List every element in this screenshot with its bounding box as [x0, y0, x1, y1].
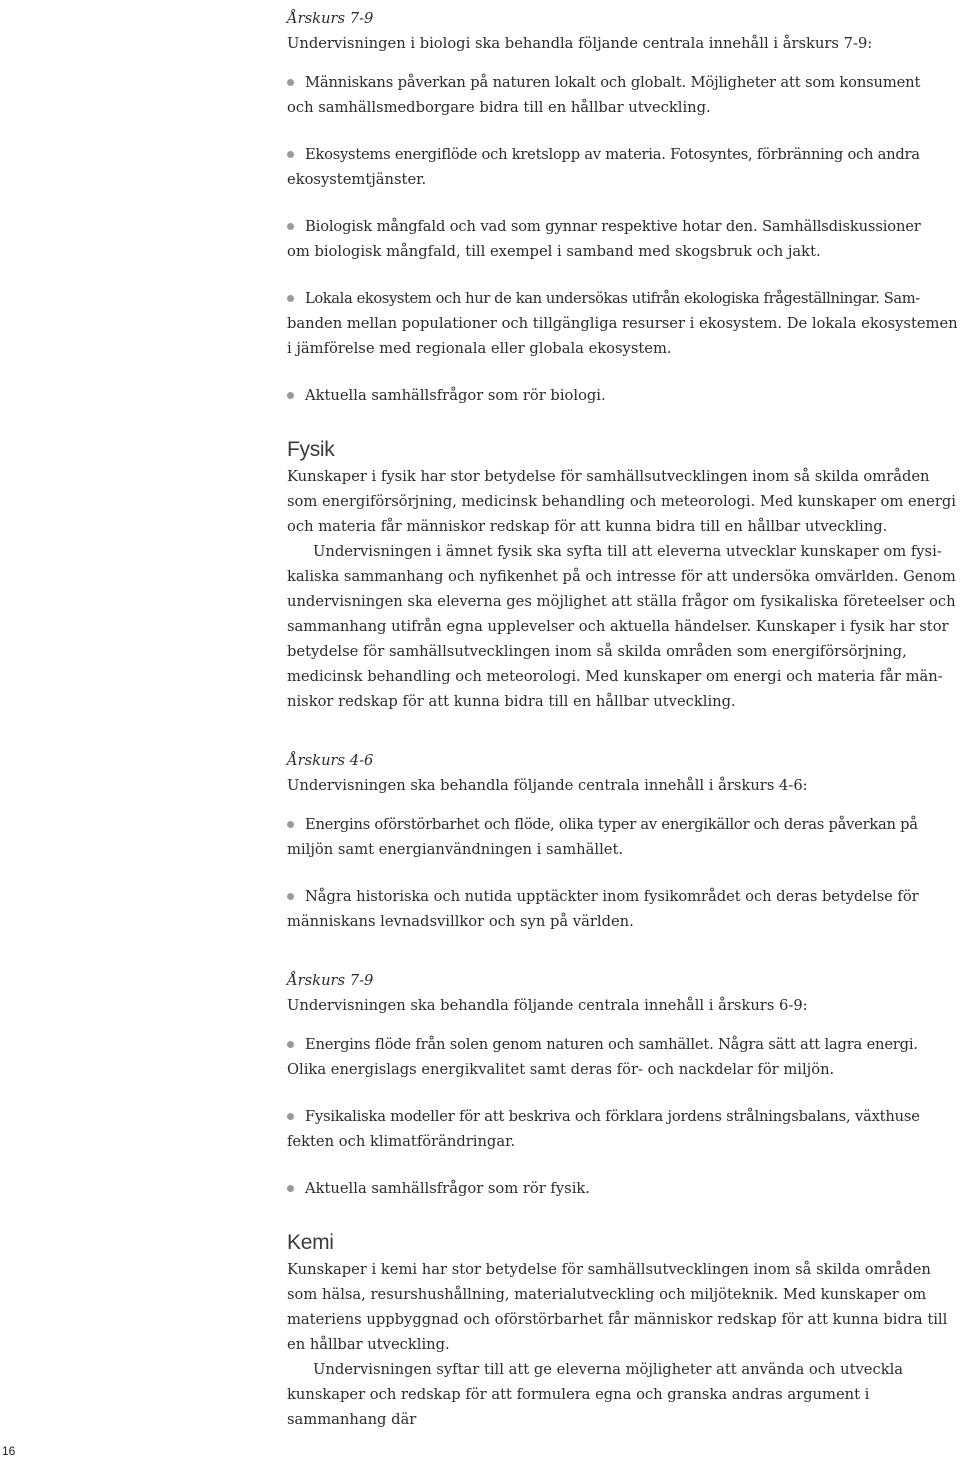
- list-item: Aktuella samhällsfrågor som rör biologi.: [287, 383, 960, 408]
- section-title-fysik: Fysik: [287, 438, 335, 461]
- list-item: Biologisk mångfald och vad som gynnar respektive hotar den. Samhällsdiskussioner om biologisk mångfald, till exempel i samband med skogsbruk och jakt.: [287, 218, 921, 260]
- list-item: Energins oförstörbarhet och flöde, olika typer av energikällor och deras påverkan på miljön samt energianvändningen i samhället.: [287, 816, 918, 858]
- list-item: Människans påverkan på naturen lokalt och globalt. Möjligheter att som konsument och samhällsmedborgare bidra till en hållbar utveckling.: [287, 74, 921, 116]
- intro-fysik-4-6: Undervisningen ska behandla följande centrala innehåll i årskurs 4-6:: [287, 777, 808, 794]
- list-item: Ekosystems energiflöde och kretslopp av materia. Fotosyntes, förbränning och andra ekosystemtjänster.: [287, 146, 920, 188]
- intro-bio-7-9: Undervisningen i biologi ska behandla följande centrala innehåll i årskurs 7-9:: [287, 35, 873, 52]
- bullet-dot-icon: [287, 223, 294, 230]
- bullet-dot-icon: [287, 1041, 294, 1048]
- bullet-dot-icon: [287, 1113, 294, 1120]
- document-page: [287, 0, 960, 1432]
- bullet-dot-icon: [287, 821, 294, 828]
- intro-fysik-7-9: Undervisningen ska behandla följande centrala innehåll i årskurs 6-9:: [287, 997, 808, 1014]
- bullet-list-bio-7-9: [287, 70, 960, 408]
- section-title-kemi: Kemi: [287, 1231, 334, 1254]
- bullet-dot-icon: [287, 1185, 294, 1192]
- bullet-dot-icon: [287, 151, 294, 158]
- bullet-dot-icon: [287, 295, 294, 302]
- level-heading-bio-7-9: Årskurs 7-9: [287, 10, 374, 27]
- bullet-dot-icon: [287, 392, 294, 399]
- list-item: Energins flöde från solen genom naturen och samhället. Några sätt att lagra energi. Olika energislags energikvalitet samt deras för- och nackdelar för miljön.: [287, 1036, 918, 1078]
- paragraph-fysik-2: Undervisningen i ämnet fysik ska syfta till att eleverna utvecklar kunskaper om fysikaliska sammanhang och nyfikenhet på och intresse för att undersöka omvärlden. Genom undervisningen ska eleverna ges möjlighet att ställa frågor om fysikaliska företeelser och sammanhang utifrån egna upplevelser och aktuella händelser. Kunskaper i fysik har stor betydelse för samhällsutvecklingen inom så skilda områden som energiförsörjning, medicinsk behandling och meteorologi. Med kunskaper om energi och materia får människor redskap för att kunna bidra till en hållbar utveckling.: [287, 543, 956, 710]
- paragraph-kemi-2: Undervisningen syftar till att ge eleverna möjligheter att använda och utveckla kunskaper och redskap för att formulera egna och granska andras argument i sammanhang där: [287, 1361, 904, 1428]
- bullet-dot-icon: [287, 893, 294, 900]
- list-item: Lokala ekosystem och hur de kan undersökas utifrån ekologiska frågeställningar. Sam- banden mellan populationer och tillgängliga resurser i ekosystem. De lokala ekosystemen i jämförelse med regionala eller globala ekosystem.: [287, 290, 958, 357]
- level-heading-fysik-7-9: Årskurs 7-9: [287, 972, 374, 989]
- paragraph-fysik-1: Kunskaper i fysik har stor betydelse för samhällsutvecklingen inom så skilda områden som energiförsörjning, medicinsk behandling och meteorologi. Med kunskaper om energi och materia får människor redskap för att kunna bidra till en hållbar utveckling.: [287, 468, 956, 535]
- list-item: Fysikaliska modeller för att beskriva och förklara jordens strålningsbalans, växthuse fekten och klimatförändringar.: [287, 1108, 920, 1150]
- paragraph-kemi-1: Kunskaper i kemi har stor betydelse för samhällsutvecklingen inom så skilda områden som hälsa, resurshushållning, materialutveckling och miljöteknik. Med kunskaper om materiens uppbyggnad och oförstörbarhet får människor redskap för att kunna bidra till en hållbar utveckling.: [287, 1261, 948, 1353]
- list-item: Några historiska och nutida upptäckter inom fysikområdet och deras betydelse för människans levnadsvillkor och syn på världen.: [287, 888, 919, 930]
- bullet-list-fysik-7-9: [287, 1032, 960, 1201]
- level-heading-fysik-4-6: Årskurs 4-6: [287, 752, 374, 769]
- bullet-dot-icon: [287, 79, 294, 86]
- page-number: 16: [0, 1442, 24, 1461]
- list-item: Aktuella samhällsfrågor som rör fysik.: [287, 1176, 960, 1201]
- bullet-list-fysik-4-6: [287, 812, 960, 934]
